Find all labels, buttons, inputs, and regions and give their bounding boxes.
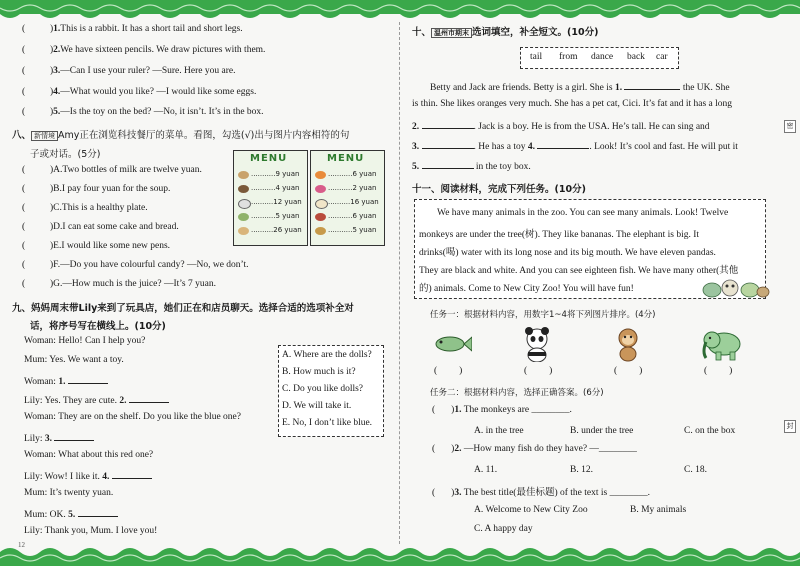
elephant-icon xyxy=(700,326,744,362)
word-from: from xyxy=(559,52,578,62)
cloze-line-2: is thin. She likes oranges very much. She has a pet cat, Cici. It’s fat and it has a long xyxy=(412,99,733,109)
juice-icon xyxy=(315,171,326,179)
answer-blank-2[interactable] xyxy=(129,393,169,403)
apple-icon xyxy=(315,213,326,221)
order-answer-2[interactable]: ( ) xyxy=(524,366,553,376)
mc3-option-a[interactable]: A. Welcome to New City Zoo xyxy=(474,505,588,515)
bread-icon xyxy=(238,227,249,235)
mc-answer-paren-2[interactable]: ( ) xyxy=(432,444,455,454)
egg-icon xyxy=(315,199,328,209)
mc3-option-c[interactable]: C. A happy day xyxy=(474,524,533,534)
mc3-option-b[interactable]: B. My animals xyxy=(630,505,687,515)
q9-options-box xyxy=(278,345,384,437)
dialogue-line-4: Lily: Yes. They are cute. 2. xyxy=(24,393,169,406)
side-tab-seal-1: 密 xyxy=(784,120,796,133)
bottom-wave-border xyxy=(0,544,800,566)
q8-heading: 八、 新情境 Amy正在浏览科技餐厅的菜单。看图，勾选(√)出与图片内容相符的句 xyxy=(12,130,350,141)
passage-line-1: We have many animals in the zoo. You can see many animals. Look! Twelve xyxy=(437,208,729,218)
q7-item-5: ( )5.—Is the toy on the bed? —No, it isn’t. It’s in the box. xyxy=(22,107,264,117)
cake-icon xyxy=(238,171,249,179)
q8-item-g: ( )G.—How much is the juice? —It’s 7 yuan. xyxy=(22,279,216,289)
panda-icon xyxy=(520,326,554,362)
cloze-blank-1[interactable] xyxy=(624,80,680,90)
option-d: D. We will take it. xyxy=(282,401,352,411)
mc2-option-b[interactable]: B. 12. xyxy=(570,465,593,475)
dialogue-line-9: Mum: It’s twenty yuan. xyxy=(24,488,114,498)
task1-instruction: 任务一：根据材料内容，用数字1~4将下列图片排序。(4分) xyxy=(430,310,656,320)
soup-icon xyxy=(238,185,249,193)
candy-icon xyxy=(315,185,326,193)
answer-blank-3[interactable] xyxy=(54,431,94,441)
q7-item-4: ( )4.—What would you like? —I would like some eggs. xyxy=(22,87,257,97)
q7-item-2: ( )2.We have sixteen pencils. We draw pictures with them. xyxy=(22,45,266,55)
order-answer-4[interactable]: ( ) xyxy=(704,366,733,376)
dialogue-line-11: Lily: Thank you, Mum. I love you! xyxy=(24,526,158,536)
passage-line-4: They are black and white. And you can see eighteen fish. We have many other(其他 xyxy=(419,266,739,276)
plate-icon xyxy=(238,213,249,221)
cloze-blank-4[interactable] xyxy=(537,139,589,149)
column-divider xyxy=(399,22,400,544)
dialogue-line-1: Woman: Hello! Can I help you? xyxy=(24,336,146,346)
cloze-line-3: 2. . Jack is a boy. He is from the USA. He’s tall. He can sing and xyxy=(412,119,710,132)
passage-line-3: drinks(喝) water with its long nose and its big mouth. We have eleven pandas. xyxy=(419,248,716,258)
option-b: B. How much is it? xyxy=(282,367,356,377)
q8-item-d: ( )D.I can eat some cake and bread. xyxy=(22,222,179,232)
q8-heading-line2: 子或对话。(5分) xyxy=(30,149,101,160)
q10-heading: 十、 温州市期末 选词填空，补全短文。(10分) xyxy=(412,27,599,38)
noodle-icon xyxy=(315,227,326,235)
order-answer-1[interactable]: ( ) xyxy=(434,366,463,376)
mc1-option-a[interactable]: A. in the tree xyxy=(474,426,524,436)
mc-question-2: ( )2. —How many fish do they have? —________ xyxy=(432,444,637,454)
cloze-blank-5[interactable] xyxy=(422,159,474,169)
menu-card-left: MENU ...........9 yuan ...........4 yuan ..........12 yuan ...........5 yuan ..........26 yuan xyxy=(233,150,308,246)
mc1-option-c[interactable]: C. on the box xyxy=(684,426,736,436)
q7-item-1: ( )1.This is a rabbit. It has a short tail and short legs. xyxy=(22,24,243,34)
q9-heading-line2: 话，将序号写在横线上。(10分) xyxy=(30,321,166,332)
dialogue-line-8: Lily: Wow! I like it. 4. xyxy=(24,469,152,482)
milk-icon xyxy=(238,199,251,209)
option-e: E. No, I don’t like blue. xyxy=(282,418,373,428)
q9-heading: 九、妈妈周末带Lily来到了玩具店，她们正在和店员聊天。选择合适的选项补全对 xyxy=(12,303,354,314)
passage-line-2: monkeys are under the tree(树). They like bananas. The elephant is big. It xyxy=(419,230,700,240)
mc-answer-paren-1[interactable]: ( ) xyxy=(432,405,455,415)
monkey-icon xyxy=(612,326,644,362)
mc2-option-c[interactable]: C. 18. xyxy=(684,465,707,475)
cloze-blank-3[interactable] xyxy=(422,139,474,149)
dialogue-line-10: Mum: OK. 5. xyxy=(24,507,118,520)
order-answer-3[interactable]: ( ) xyxy=(614,366,643,376)
q11-heading: 十一、阅读材料，完成下列任务。(10分) xyxy=(412,184,586,195)
fish-icon xyxy=(430,330,472,358)
mc-question-1: ( )1. The monkeys are ________. xyxy=(432,405,572,415)
task2-instruction: 任务二：根据材料内容，选择正确答案。(6分) xyxy=(430,388,604,398)
word-bank xyxy=(520,47,679,69)
mc-answer-paren-3[interactable]: ( ) xyxy=(432,488,455,498)
dialogue-line-6: Lily: 3. xyxy=(24,431,94,444)
q8-tag: 新情境 xyxy=(31,131,58,141)
zoo-animals-decoration-icon xyxy=(700,272,770,300)
answer-blank-5[interactable] xyxy=(78,507,118,517)
q8-item-c: ( )C.This is a healthy plate. xyxy=(22,203,148,213)
menu-card-right: MENU ...........6 yuan ...........2 yuan ..........16 yuan ...........6 yuan ...........5 yuan xyxy=(310,150,385,246)
q7-item-3: ( )3.—Can I use your ruler? —Sure. Here you are. xyxy=(22,66,236,76)
q8-item-a: ( )A.Two bottles of milk are twelve yuan. xyxy=(22,165,202,175)
cloze-line-1: Betty and Jack are friends. Betty is a girl. She is 1. the UK. She xyxy=(430,80,730,93)
q8-item-f: ( )F.—Do you have colourful candy? —No, we don’t. xyxy=(22,260,249,270)
mc2-option-a[interactable]: A. 11. xyxy=(474,465,498,475)
top-wave-border xyxy=(0,0,800,22)
dialogue-line-7: Woman: What about this red one? xyxy=(24,450,154,460)
word-tail: tail xyxy=(530,52,543,62)
mc-question-3: ( )3. The best title(最佳标题) of the text is ________. xyxy=(432,488,650,498)
side-tab-seal-2: 封 xyxy=(784,420,796,433)
dialogue-line-2: Mum: Yes. We want a toy. xyxy=(24,355,124,365)
cloze-blank-2[interactable] xyxy=(422,119,474,129)
dialogue-line-3: Woman: 1. xyxy=(24,374,108,387)
cloze-line-4: 3. . He has a toy 4. . Look! It’s cool and fast. He will put it xyxy=(412,139,738,152)
q10-tag: 温州市期末 xyxy=(431,28,472,38)
option-c: C. Do you like dolls? xyxy=(282,384,364,394)
word-back: back xyxy=(627,52,645,62)
option-a: A. Where are the dolls? xyxy=(282,350,372,360)
page-number: 12 xyxy=(18,541,25,549)
mc1-option-b[interactable]: B. under the tree xyxy=(570,426,634,436)
q8-item-b: ( )B.I pay four yuan for the soup. xyxy=(22,184,171,194)
word-car: car xyxy=(656,52,668,62)
q8-item-e: ( )E.I would like some new pens. xyxy=(22,241,171,251)
answer-blank-1[interactable] xyxy=(68,374,108,384)
passage-line-5: 的) animals. Come to New City Zoo! You will have fun! xyxy=(419,284,634,294)
cloze-line-5: 5. in the toy box. xyxy=(412,159,531,172)
answer-blank-4[interactable] xyxy=(112,469,152,479)
dialogue-line-5: Woman: They are on the shelf. Do you like the blue one? xyxy=(24,412,241,422)
word-dance: dance xyxy=(591,52,614,62)
